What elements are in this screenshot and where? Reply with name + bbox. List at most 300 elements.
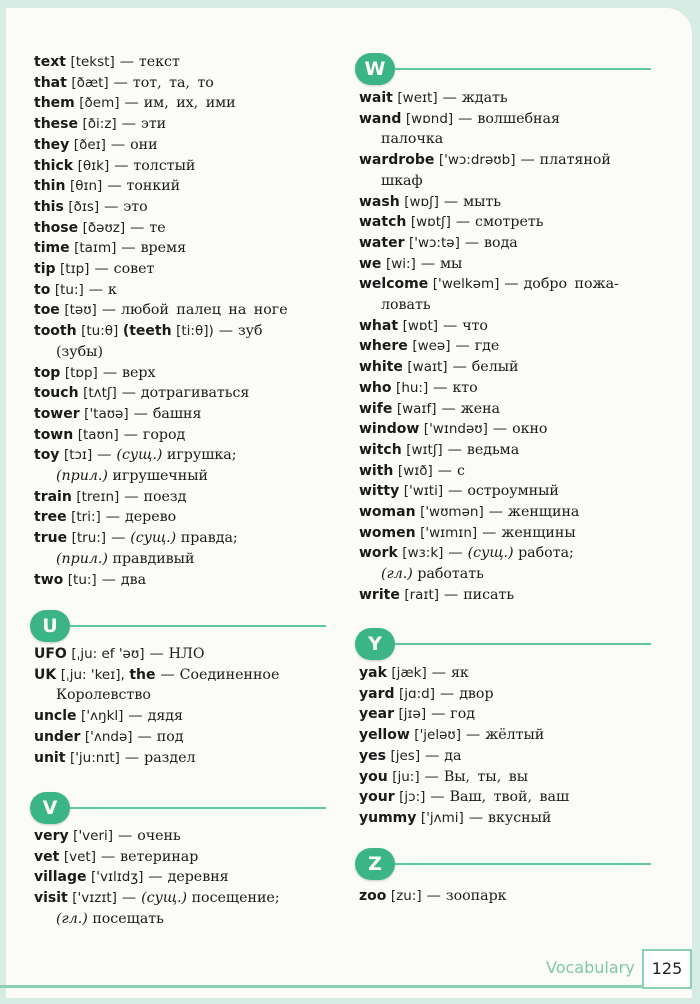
entry-line	[359, 357, 518, 378]
dash: —	[118, 828, 133, 844]
headword: work	[359, 545, 398, 562]
dash: —	[520, 152, 535, 169]
entry-line	[359, 481, 559, 502]
transcription: [tri:]	[71, 509, 101, 526]
transcription: [weɪt]	[397, 90, 438, 106]
entry-line	[359, 543, 574, 564]
headword: town	[34, 426, 74, 443]
entry-line	[56, 909, 164, 930]
headword: that	[34, 74, 67, 91]
entry-line	[359, 440, 519, 461]
transcription: [zu:]	[390, 888, 422, 904]
dash: —	[441, 400, 456, 417]
transcription: ['wɪndəʊ]	[423, 421, 488, 438]
headword: write	[359, 586, 400, 603]
dash: —	[133, 405, 148, 422]
section-rule	[395, 863, 651, 865]
dash: —	[121, 240, 136, 257]
transcription: [ðəʊz]	[82, 219, 126, 236]
dash: —	[105, 509, 120, 526]
dash: —	[420, 255, 436, 272]
translation-continued: шкаф	[381, 172, 423, 189]
transcription: ['wɔ:tə]	[409, 234, 460, 251]
transcription: [jɪə]	[398, 706, 427, 723]
transcription: [taɪm]	[74, 240, 117, 257]
section-rule	[395, 643, 651, 645]
entry-line	[381, 171, 423, 192]
entry-line	[34, 570, 146, 591]
part-of-speech: (сущ.)	[467, 545, 514, 562]
headword: unit	[34, 749, 66, 766]
translation: кто	[452, 379, 478, 396]
entry-line	[359, 767, 528, 788]
dash: —	[130, 219, 145, 236]
transcription: [ðeɪ]	[73, 136, 106, 153]
dash: —	[455, 338, 470, 355]
transcription: [wɒt]	[402, 317, 438, 334]
dash: —	[464, 234, 480, 251]
translation: дядя	[147, 708, 183, 725]
headword: visit	[34, 890, 68, 907]
transcription: [waɪt]	[407, 359, 448, 376]
headword: tower	[34, 405, 80, 422]
headword: thin	[34, 178, 66, 195]
transcription: [tɒp]	[64, 364, 98, 381]
translation-continued: палочка	[381, 131, 444, 148]
translation-continued: Королевство	[56, 687, 151, 704]
transcription: [wi:]	[385, 255, 416, 272]
translation: волшебная	[477, 110, 560, 127]
headword: woman	[359, 504, 416, 520]
transcription: [tu:θ]	[81, 323, 119, 340]
transcription: ['vɪzɪt]	[72, 890, 117, 907]
entry-line	[359, 461, 465, 482]
headword: wife	[359, 400, 393, 417]
translation: деревня	[167, 869, 229, 886]
headword: this	[34, 198, 64, 215]
headword: text	[34, 54, 66, 70]
transcription: [wɒnd]	[405, 110, 454, 127]
entry-line	[381, 295, 431, 316]
headword: where	[359, 338, 408, 355]
dash: —	[104, 198, 119, 215]
translation-continued: ловать	[381, 297, 431, 313]
entry-line	[359, 254, 462, 275]
dash: —	[442, 90, 457, 106]
entry-line	[34, 665, 279, 686]
entry-line	[34, 404, 201, 425]
entry-line	[381, 564, 484, 585]
entry-line	[34, 888, 280, 909]
headword: UFO	[34, 646, 67, 662]
section-letter: W	[355, 53, 395, 85]
translation: посещение;	[191, 890, 280, 907]
entry-line	[359, 585, 514, 606]
translation: они	[130, 136, 158, 153]
translation-continued: игрушечный	[112, 468, 208, 484]
headword: village	[34, 869, 87, 886]
headword: under	[34, 728, 81, 745]
headword: welcome	[359, 276, 429, 293]
transcription: [wɪtʃ]	[406, 441, 443, 458]
dash: —	[121, 116, 136, 133]
section-header-v	[30, 792, 326, 824]
entry-line	[34, 727, 183, 748]
entry-line	[34, 425, 185, 446]
entry-line	[381, 129, 443, 150]
transcription: ['jʌmi]	[420, 809, 464, 826]
headword: women	[359, 524, 416, 541]
part-of-speech: (прил.)	[56, 468, 108, 484]
headword: thick	[34, 157, 74, 174]
translation: жёлтый	[485, 727, 545, 744]
translation: два	[120, 571, 147, 588]
translation: к	[107, 281, 117, 298]
translation: это	[123, 198, 148, 215]
dash: —	[218, 323, 233, 340]
transcription: [taʊn]	[77, 426, 119, 443]
translation: с	[456, 462, 465, 479]
translation: мыть	[463, 193, 501, 210]
footer-rule	[0, 985, 642, 988]
transcription: [ˌju: 'keɪ],	[60, 666, 125, 683]
transcription: ['ju:nɪt]	[69, 749, 120, 766]
dash: —	[160, 666, 175, 683]
headword-extra: (teeth	[122, 323, 172, 340]
translation: эти	[140, 116, 167, 133]
entry-line	[34, 507, 176, 528]
translation: очень	[137, 828, 181, 844]
entry-line	[34, 300, 288, 321]
transcription: ['wɪmɪn]	[420, 524, 478, 541]
entry-line	[34, 847, 198, 868]
transcription: ['welkəm]	[432, 276, 500, 293]
headword: they	[34, 136, 70, 153]
transcription: ['veri]	[73, 828, 114, 844]
translation: Соединенное	[179, 666, 280, 683]
entry-line	[34, 156, 195, 177]
headword: you	[359, 768, 388, 785]
dash: —	[100, 848, 116, 865]
dash: —	[488, 504, 503, 520]
translation: башня	[152, 405, 202, 422]
translation-continued: (зубы)	[56, 343, 103, 360]
headword: yard	[359, 685, 395, 702]
headword: toe	[34, 302, 60, 319]
transcription: [jɑ:d]	[399, 685, 435, 702]
dash: —	[443, 317, 458, 334]
transcription-extra: [ti:θ])	[176, 323, 214, 340]
entry-line	[359, 419, 547, 440]
part-of-speech: (гл.)	[56, 910, 88, 927]
translation: дотрагиваться	[140, 385, 250, 402]
entry-line	[34, 114, 166, 135]
entry-line	[359, 150, 611, 171]
translation: тот, та, то	[132, 74, 214, 91]
dash: —	[102, 364, 118, 381]
section-header-u	[30, 610, 326, 642]
dash: —	[440, 685, 455, 702]
dash: —	[149, 646, 164, 662]
transcription: [tekst]	[70, 54, 115, 70]
translation: под	[156, 728, 184, 745]
entry-line	[34, 93, 236, 114]
translation: текст	[138, 54, 180, 70]
dash: —	[431, 665, 446, 681]
dash: —	[504, 276, 519, 293]
dash: —	[492, 421, 508, 438]
dash: —	[121, 890, 137, 907]
dash: —	[443, 193, 459, 210]
transcription: ['wɪti]	[403, 483, 444, 500]
headword: yummy	[359, 809, 417, 826]
entry-line	[34, 135, 158, 156]
entry-line	[34, 321, 263, 342]
transcription: [tʌtʃ]	[83, 385, 117, 402]
entry-line	[359, 192, 501, 213]
entry-line	[359, 233, 518, 254]
translation: дерево	[124, 509, 177, 526]
translation: НЛО	[168, 646, 205, 662]
transcription: [θɪk]	[77, 157, 110, 174]
transcription: ['ʌndə]	[84, 728, 133, 745]
dash: —	[128, 708, 143, 725]
headword-extra: the	[129, 666, 156, 683]
headword: vet	[34, 848, 60, 865]
translation: добро пожа-	[523, 276, 619, 293]
part-of-speech: (прил.)	[56, 550, 108, 567]
headword: yellow	[359, 727, 410, 744]
section-letter: Y	[355, 628, 395, 660]
translation: зуб	[237, 323, 263, 340]
headword: your	[359, 789, 395, 806]
entry-line	[359, 378, 478, 399]
transcription: [vet]	[63, 848, 96, 865]
transcription: [treɪn]	[76, 488, 120, 505]
part-of-speech: (гл.)	[381, 566, 413, 583]
entry-line	[34, 52, 180, 73]
translation: вода	[484, 234, 518, 251]
dash: —	[111, 530, 126, 547]
translation: толстый	[133, 157, 196, 174]
entry-line	[359, 336, 499, 357]
dash: —	[137, 728, 152, 745]
entry-line	[359, 399, 500, 420]
transcription: [raɪt]	[404, 586, 440, 603]
section-header-w	[355, 53, 651, 85]
dash: —	[482, 524, 497, 541]
headword: with	[359, 462, 394, 479]
translation: год	[450, 706, 476, 723]
headword: those	[34, 219, 79, 236]
transcription: [tɪp]	[60, 261, 90, 277]
dash: —	[121, 385, 136, 402]
entry-line	[34, 867, 229, 888]
translation: вкусный	[488, 809, 552, 826]
dash: —	[433, 379, 448, 396]
entry-line	[34, 383, 249, 404]
headword: watch	[359, 214, 407, 231]
headword: we	[359, 255, 382, 272]
section-letter: Z	[355, 848, 395, 880]
dash: —	[430, 789, 445, 806]
translation: окно	[512, 421, 548, 438]
transcription: [wɜ:k]	[402, 545, 444, 562]
transcription: [hu:]	[396, 379, 429, 396]
translation: двор	[459, 685, 494, 702]
entry-line	[34, 197, 148, 218]
headword: top	[34, 364, 61, 381]
part-of-speech: (сущ.)	[116, 447, 163, 464]
entry-line	[34, 748, 196, 769]
headword: wand	[359, 110, 402, 127]
dash: —	[424, 768, 439, 785]
translation: смотреть	[475, 214, 544, 231]
transcription: ['wʊmən]	[420, 504, 484, 520]
entry-line	[359, 316, 488, 337]
dash: —	[94, 261, 109, 277]
entry-line	[34, 280, 117, 301]
headword: tree	[34, 509, 67, 526]
transcription: [ðæt]	[71, 74, 109, 91]
transcription: [jes]	[390, 747, 421, 764]
entry-line	[359, 746, 462, 767]
footer-label: Vocabulary	[546, 958, 635, 977]
entry-line	[34, 259, 154, 280]
translation: игрушка;	[166, 447, 237, 464]
headword: wait	[359, 90, 393, 106]
translation: ведьма	[466, 441, 520, 458]
dash: —	[437, 462, 452, 479]
headword: true	[34, 530, 68, 547]
headword: two	[34, 571, 64, 588]
part-of-speech: (сущ.)	[130, 530, 177, 547]
entry-line	[34, 826, 181, 847]
transcription: [waɪf]	[396, 400, 437, 417]
headword: who	[359, 379, 392, 396]
transcription: [təʊ]	[64, 302, 97, 319]
entry-line	[56, 466, 208, 487]
transcription: ['vɪlɪdʒ]	[91, 869, 144, 886]
translation: верх	[122, 364, 156, 381]
translation: работа;	[518, 545, 574, 562]
headword: them	[34, 95, 75, 112]
headword: year	[359, 706, 394, 723]
section-header-z	[355, 848, 651, 880]
transcription: [ðem]	[79, 95, 120, 112]
translation: да	[444, 747, 462, 764]
headword: toy	[34, 447, 60, 464]
translation: любой палец на ноге	[121, 302, 288, 319]
headword: uncle	[34, 708, 77, 725]
dash: —	[444, 586, 459, 603]
transcription: [tu:]	[54, 281, 84, 298]
headword: witty	[359, 483, 400, 500]
headword: train	[34, 488, 72, 505]
dictionary-page	[6, 8, 692, 998]
translation: раздел	[144, 749, 196, 766]
translation: як	[450, 665, 469, 681]
entry-line	[359, 212, 543, 233]
dash: —	[448, 545, 463, 562]
entry-line	[34, 706, 183, 727]
dash: —	[107, 178, 122, 195]
translation: те	[149, 219, 166, 236]
headword: white	[359, 359, 403, 376]
dash: —	[458, 110, 473, 127]
dash: —	[452, 359, 467, 376]
dash: —	[101, 302, 116, 319]
transcription: [weə]	[412, 338, 451, 355]
entry-line	[34, 176, 180, 197]
entry-line	[34, 218, 166, 239]
translation: остроумный	[467, 483, 559, 500]
entry-line	[359, 88, 508, 109]
translation: ветеринар	[120, 848, 199, 865]
translation: совет	[113, 261, 155, 277]
entry-line	[359, 684, 494, 705]
headword: tooth	[34, 323, 77, 340]
translation: жена	[460, 400, 501, 417]
transcription: ['taʊə]	[84, 405, 129, 422]
dash: —	[468, 809, 483, 826]
translation: Вы, ты, вы	[443, 768, 528, 785]
headword: very	[34, 828, 69, 844]
entry-line	[359, 808, 551, 829]
transcription: [ðɪs]	[68, 198, 100, 215]
entry-line	[56, 685, 151, 706]
page-number: 125	[642, 949, 692, 989]
headword: water	[359, 234, 405, 251]
headword: touch	[34, 385, 79, 402]
dash: —	[425, 747, 440, 764]
translation: писать	[463, 586, 515, 603]
dash: —	[426, 888, 441, 904]
translation: женщина	[507, 504, 580, 520]
entry-line	[34, 445, 237, 466]
entry-line	[56, 549, 194, 570]
headword: to	[34, 281, 51, 298]
dash: —	[466, 727, 481, 744]
headword: wash	[359, 193, 400, 210]
dash: —	[101, 571, 116, 588]
entry-line	[34, 73, 214, 94]
translation-continued: работать	[417, 566, 484, 583]
transcription: [ði:z]	[82, 116, 117, 133]
entry-line	[34, 363, 155, 384]
entry-line	[34, 487, 186, 508]
section-letter: V	[30, 792, 70, 824]
dash: —	[113, 74, 128, 91]
translation: что	[462, 317, 488, 334]
headword: these	[34, 116, 78, 133]
translation: зоопарк	[445, 888, 507, 904]
entry-line	[34, 644, 205, 665]
transcription: [tu:]	[67, 571, 97, 588]
translation: город	[142, 426, 186, 443]
headword: time	[34, 240, 70, 257]
transcription: [tru:]	[71, 530, 107, 547]
entry-line	[359, 502, 579, 523]
transcription: ['ʌŋkl]	[81, 708, 124, 725]
translation: женщины	[501, 524, 576, 541]
section-rule	[70, 807, 326, 809]
headword: yes	[359, 747, 386, 764]
entry-line	[359, 704, 475, 725]
headword: yak	[359, 665, 387, 681]
dash: —	[124, 95, 139, 112]
dash: —	[124, 749, 140, 766]
